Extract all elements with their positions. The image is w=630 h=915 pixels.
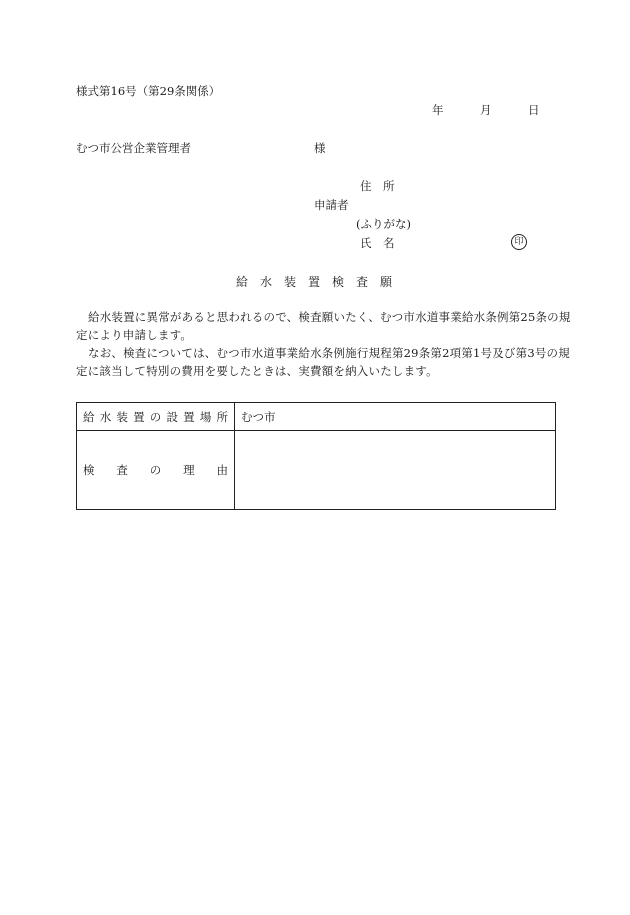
- applicant-furigana-label: (ふりがな): [356, 217, 411, 231]
- applicant-name-label: 氏 名: [360, 236, 395, 250]
- location-value: むつ市: [241, 409, 276, 424]
- reason-label: 検 査 の 理 由: [83, 463, 228, 477]
- applicant-address-label: 住 所: [360, 179, 395, 193]
- location-label-cell: [77, 403, 235, 431]
- document-title: 給 水 装 置 検 査 願: [236, 275, 393, 289]
- reason-value-cell[interactable]: [235, 431, 556, 510]
- location-label: 給 水 装 置 の 設 置 場 所: [83, 409, 228, 424]
- seal-text: 印: [514, 236, 524, 247]
- table-row-location: [77, 403, 556, 431]
- body-text: [76, 308, 576, 380]
- inspection-table: [76, 402, 556, 510]
- table-row-reason: [77, 431, 556, 510]
- seal-mark: [511, 234, 527, 250]
- date-month: 月: [480, 103, 492, 117]
- form-number: 様式第16号（第29条関係）: [76, 84, 221, 98]
- body-paragraph-2: なお、検査については、むつ市水道事業給水条例施行規程第29条第2項第1号及び第3号の規定に該当して特別の費用を要したときは、実費額を納入いたします。: [76, 346, 570, 378]
- reason-label-cell: [77, 431, 235, 510]
- location-value-cell[interactable]: [235, 403, 556, 431]
- body-paragraph-1: 給水装置に異常があると思われるので、検査願いたく、むつ市水道事業給水条例第25条の規定により申請します。: [76, 310, 571, 342]
- addressee-name: むつ市公営企業管理者: [76, 141, 191, 155]
- date-day: 日: [528, 103, 540, 117]
- date-year: 年: [432, 103, 444, 117]
- applicant-role-label: 申請者: [314, 198, 349, 212]
- addressee-honorific: 様: [314, 141, 326, 155]
